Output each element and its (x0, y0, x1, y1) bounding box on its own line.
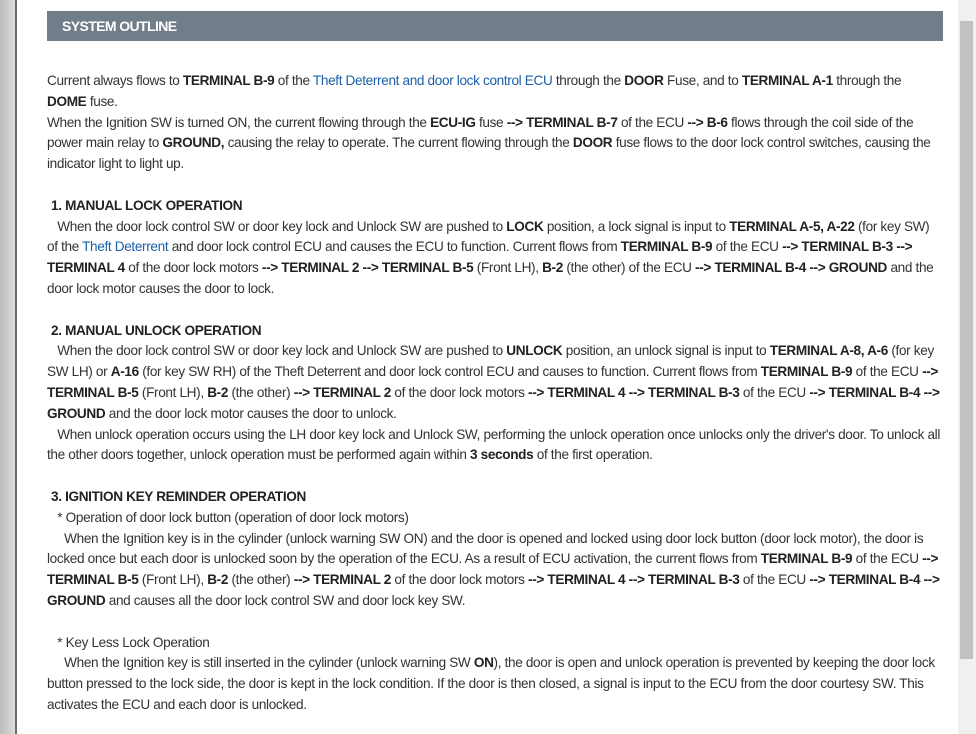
bold-term: A-16 (110, 364, 139, 380)
text-run: (the other) (228, 572, 294, 588)
text-run: ), the door is open and unlock operation is prevented by keeping the door lock button pressed to the lock side, the door is kept in the lock condition. If the door is then closed, a signal is input to the ECU from the door courtesy SW. This activates the ECU and each door is unlocked. (47, 655, 935, 712)
paragraph (47, 113, 943, 175)
text-run: When unlock operation occurs using the LH door key lock and Unlock SW, performing the unlock operation once unlocks only the driver's door. To unlock all the other doors together, unlock operation must be performed again within (47, 426, 941, 463)
bold-term: --> TERMINAL B-4 --> GROUND (695, 260, 888, 276)
text-run: position, a lock signal is input to (543, 218, 730, 234)
bold-term: --> TERMINAL B-5 (47, 551, 939, 588)
paragraph (47, 653, 943, 715)
text-run: * Operation of door lock button (operation of door lock motors) (47, 509, 409, 525)
bold-term: ON (473, 655, 494, 671)
paragraph (47, 341, 943, 424)
text-run: fuse. (86, 93, 118, 109)
bold-term: --> TERMINAL 2 (293, 572, 391, 588)
bold-term: B-2 (207, 572, 229, 588)
spacer (47, 612, 943, 633)
paragraph (47, 633, 943, 654)
text-run: (Front LH), (138, 384, 208, 400)
paragraph (47, 508, 943, 529)
text-run: (for key SW) of the (47, 218, 930, 255)
text-run: Current always flows to (47, 73, 183, 88)
text-run: fuse flows to the door lock control switches, causing the indicator light to light up. (47, 135, 931, 172)
text-run: of the door lock motors (390, 572, 529, 588)
text-run: of the (274, 73, 313, 88)
text-run: (for key SW RH) of the Theft Deterrent and door lock control ECU and causes to function. Current flows from (138, 364, 761, 380)
text-run: When the Ignition key is in the cylinder (unlock warning SW ON) and the door is opened and locked using door lock button (door lock motor), the door is locked once but each door is unlocked soon by the operation of the ECU. As a result of ECU activation, the current flows from (47, 530, 924, 567)
text-run: (Front LH), (138, 572, 208, 588)
text-run: of the door lock motors (390, 384, 529, 400)
bold-term: --> TERMINAL B-5 (47, 364, 939, 400)
text-run: through the (832, 73, 902, 88)
ecu-link[interactable]: Theft Deterrent and door lock control ECU (312, 73, 553, 88)
text-run: of the first operation. (533, 447, 653, 463)
paragraph (47, 71, 943, 113)
text-run: and door lock control ECU and causes the ECU to function. Current flows from (168, 239, 621, 255)
text-run: When the door lock control SW or door key lock and Unlock SW are pushed to (47, 218, 507, 234)
text-run: 3. IGNITION KEY REMINDER OPERATION (51, 488, 306, 504)
text-run: fuse (475, 114, 507, 130)
text-run: of the ECU (852, 364, 923, 380)
text-run: of the ECU (739, 572, 810, 588)
bold-term: LOCK (506, 218, 544, 234)
text-run: position, an unlock signal is input to (562, 343, 770, 359)
bold-term: --> B-6 (687, 114, 728, 130)
text-run: causing the relay to operate. The current flowing through the (224, 135, 573, 151)
bold-term: --> TERMINAL 2 --> TERMINAL B-5 (261, 260, 474, 276)
bold-term: --> TERMINAL B-4 --> GROUND (47, 572, 940, 608)
bold-term: UNLOCK (506, 343, 563, 359)
section-heading (47, 487, 943, 508)
window-left-edge (0, 0, 17, 734)
scrollbar-thumb[interactable] (960, 21, 973, 659)
text-run: (for key SW LH) or (47, 343, 934, 380)
bold-term: TERMINAL B-9 (760, 551, 853, 567)
bold-term: GROUND, (162, 135, 225, 151)
bold-term: DOOR (572, 135, 613, 151)
bold-term: --> TERMINAL 4 --> TERMINAL B-3 (528, 384, 740, 400)
paragraph (47, 529, 943, 612)
text-run: of the ECU (852, 551, 923, 567)
bold-term: --> TERMINAL 2 (293, 384, 391, 400)
text-run: When the Ignition key is still inserted in the cylinder (unlock warning SW (47, 655, 474, 671)
section-header (47, 11, 943, 41)
bold-term: TERMINAL B-9 (760, 364, 853, 380)
bold-term: B-2 (207, 384, 229, 400)
text-run: and causes all the door lock control SW and door lock key SW. (105, 592, 466, 608)
bold-term: B-2 (542, 260, 563, 276)
bold-term: 3 seconds (469, 447, 534, 463)
bold-term: TERMINAL A-8, A-6 (769, 343, 888, 359)
text-run: of the ECU (712, 239, 783, 255)
text-run: and the door lock motor causes the door to lock. (47, 260, 934, 296)
paragraph (47, 425, 943, 467)
spacer (47, 300, 943, 321)
text-run: and the door lock motor causes the door to unlock. (105, 405, 397, 421)
bold-term: ECU-IG (430, 114, 476, 130)
bold-term: TERMINAL B-9 (182, 73, 275, 88)
section-heading (47, 321, 943, 342)
bold-term: --> TERMINAL B-7 (506, 114, 618, 130)
text-run: When the door lock control SW or door key lock and Unlock SW are pushed to (47, 343, 507, 359)
text-run: Fuse, and to (663, 73, 742, 88)
spacer (47, 466, 943, 487)
text-run: * Key Less Lock Operation (47, 634, 210, 650)
text-run: (the other) of the ECU (562, 260, 696, 276)
section-heading (47, 196, 943, 217)
bold-term: TERMINAL B-9 (620, 239, 713, 255)
text-run: (Front LH), (473, 260, 543, 276)
bold-term: --> TERMINAL B-4 --> GROUND (47, 384, 940, 421)
bold-term: DOOR (624, 73, 664, 88)
text-run: 1. MANUAL LOCK OPERATION (51, 197, 243, 213)
section-title: SYSTEM OUTLINE (62, 18, 177, 34)
paragraph (47, 217, 943, 300)
text-run: (the other) (228, 384, 294, 400)
vertical-scrollbar[interactable] (958, 0, 976, 734)
text-run: 2. MANUAL UNLOCK OPERATION (51, 322, 262, 338)
spacer (47, 175, 943, 196)
system-outline-content (47, 71, 943, 716)
text-run: of the door lock motors (124, 260, 262, 276)
text-run: flows through the coil side of the power main relay to (47, 114, 914, 151)
bold-term: DOME (47, 93, 87, 109)
bold-term: --> TERMINAL B-3 --> TERMINAL 4 (47, 239, 913, 276)
bold-term: TERMINAL A-1 (741, 73, 833, 88)
text-run: of the ECU (739, 384, 810, 400)
bold-term: TERMINAL A-5, A-22 (729, 218, 855, 234)
bold-term: --> TERMINAL 4 --> TERMINAL B-3 (528, 572, 740, 588)
text-run: of the ECU (617, 114, 688, 130)
ecu-link[interactable]: Theft Deterrent (82, 239, 169, 255)
text-run: When the Ignition SW is turned ON, the current flowing through the (47, 114, 431, 130)
text-run: through the (552, 73, 625, 88)
